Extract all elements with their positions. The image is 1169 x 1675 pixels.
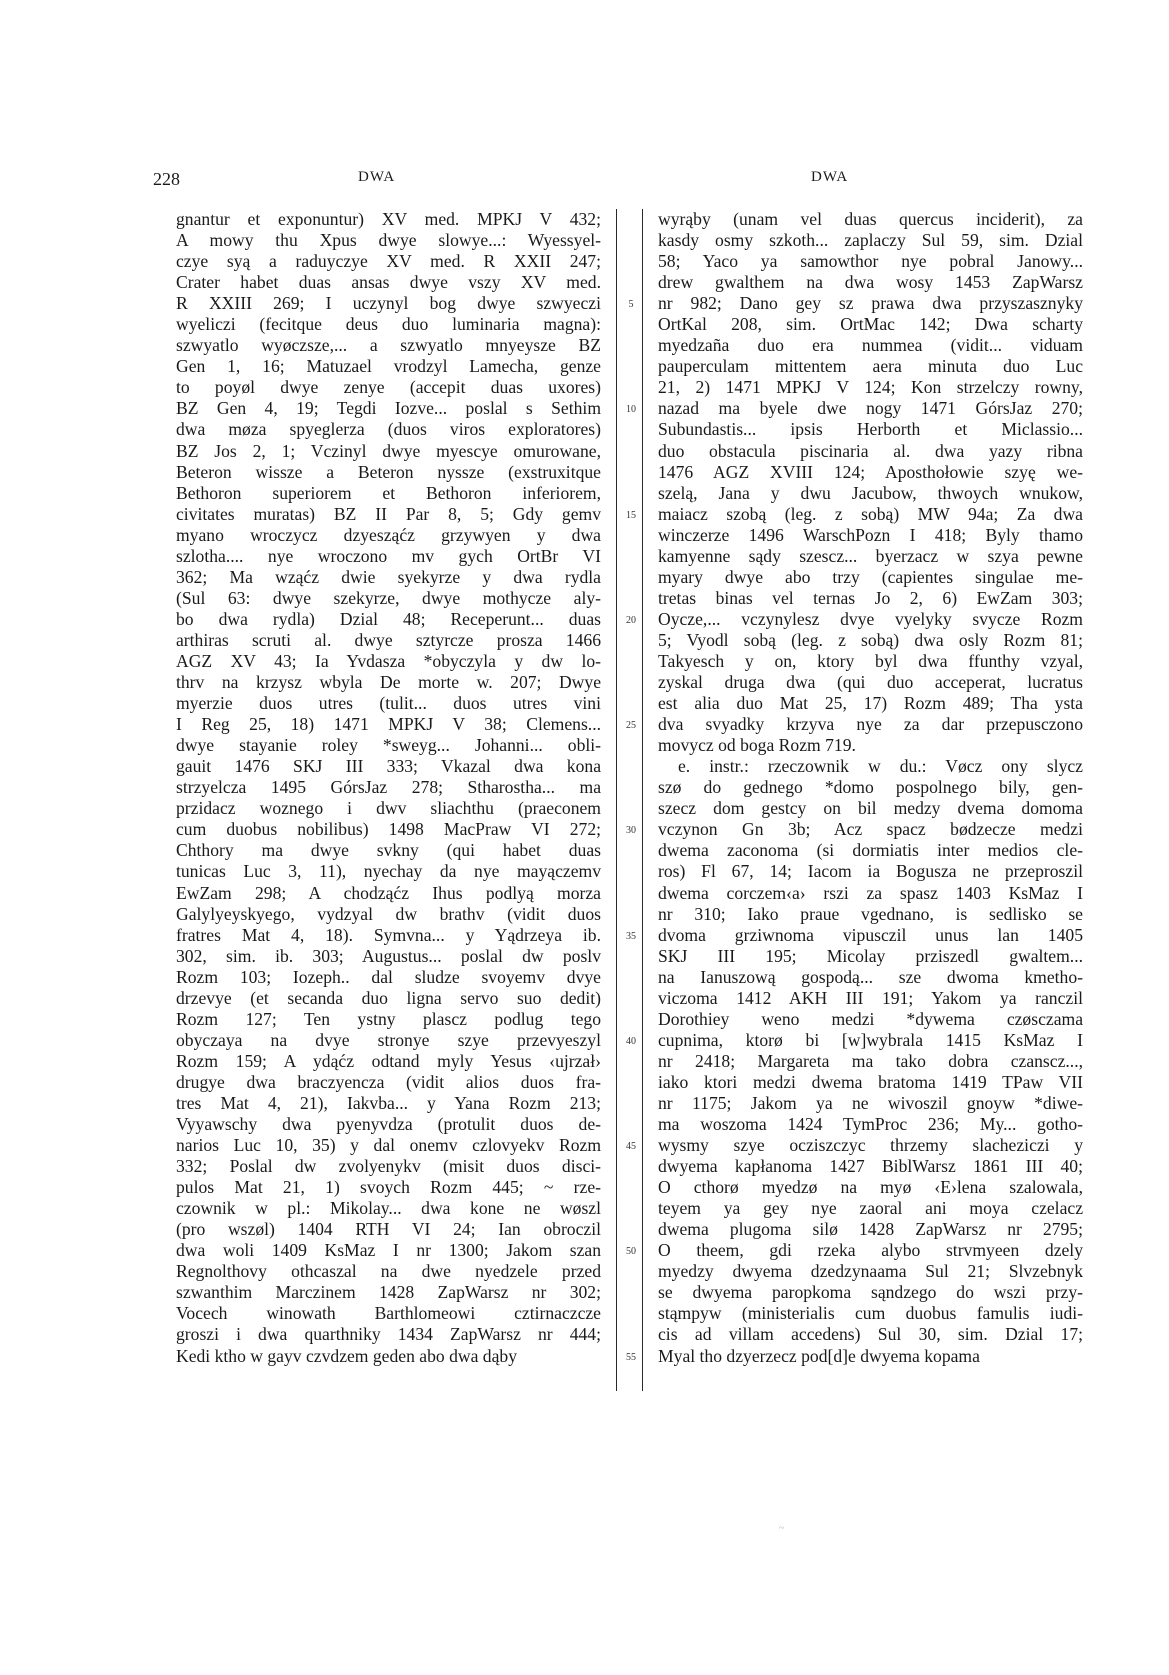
text-line: 302, sim. ib. 303; Augustus... poslal dw poslv bbox=[176, 945, 601, 966]
line-number: 55 bbox=[626, 1351, 636, 1363]
text-line: nazad ma byele dwe nogy 1471 GórsJaz 270; bbox=[658, 398, 1083, 419]
text-line: iako ktori medzi dwema bratoma 1419 TPaw VII bbox=[658, 1071, 1083, 1092]
text-line: wyeliczi (fecitque deus duo luminaria magna): bbox=[176, 314, 601, 335]
text-line: teyem ya gey nye zaoral ani moya czelacz bbox=[658, 1198, 1083, 1219]
text-line: movycz od boga Rozm 719. bbox=[658, 735, 856, 756]
text-line: nr 310; Iako praue vgednano, is sedlisko se bbox=[658, 903, 1083, 924]
text-line: dva svyadky krzyva nye za dar przepusczono bbox=[658, 714, 1083, 735]
text-line: se dwyema paropkoma sąndzego do wszi przy- bbox=[658, 1282, 1083, 1303]
text-line: bo dwa rydla) Dzial 48; Receperunt... duas bbox=[176, 608, 601, 629]
text-line: Rozm 103; Iozeph.. dal sludze svoyemv dvye bbox=[176, 966, 601, 987]
text-line: szecz dom gestcy on bil medzy dvema domoma bbox=[658, 798, 1083, 819]
text-line: Gen 1, 16; Matuzael vrodzyl Lamecha, genze bbox=[176, 356, 601, 377]
text-line: civitates muratas) BZ II Par 8, 5; Gdy gemv bbox=[176, 503, 601, 524]
text-line: EwZam 298; A chodząćz Ihus podlyą morza bbox=[176, 882, 601, 903]
scan-speck: ~ bbox=[779, 1523, 785, 1534]
text-line: szwanthim Marczinem 1428 ZapWarsz nr 302; bbox=[176, 1282, 601, 1303]
text-line: est alia duo Mat 25, 17) Rozm 489; Tha ysta bbox=[658, 693, 1083, 714]
line-number: 25 bbox=[626, 720, 636, 732]
text-line: 1476 AGZ XVIII 124; Aposthołowie szyę we- bbox=[658, 461, 1083, 482]
line-number: 50 bbox=[626, 1246, 636, 1258]
text-line: winczerze 1496 WarschPozn I 418; Byly thamo bbox=[658, 524, 1083, 545]
text-line: (pro wszøl) 1404 RTH VI 24; Ian obroczil bbox=[176, 1219, 601, 1240]
line-number: 15 bbox=[626, 509, 636, 521]
text-line: dwa møza spyeglerza (duos viros exploratores) bbox=[176, 419, 601, 440]
text-line: 21, 2) 1471 MPKJ V 124; Kon strzelczy rowny, bbox=[658, 377, 1083, 398]
text-line: pulos Mat 21, 1) svoych Rozm 445; ~ rze- bbox=[176, 1177, 601, 1198]
running-head-left: DWA bbox=[358, 169, 396, 185]
text-line: SKJ III 195; Micolay prziszedl gwaltem... bbox=[658, 945, 1083, 966]
line-number: 45 bbox=[626, 1141, 636, 1153]
text-line: fratres Mat 4, 18). Symvna... y Yądrzeya ib. bbox=[176, 924, 601, 945]
text-line: kamyenne sądy szescz... byerzacz w szya pewne bbox=[658, 545, 1083, 566]
line-number: 30 bbox=[626, 825, 636, 837]
text-line: szø do gednego *domo pospolnego bily, gen- bbox=[658, 777, 1083, 798]
text-line: cupnima, ktorø bi [w]wybrala 1415 KsMaz I bbox=[658, 1029, 1083, 1050]
right-column bbox=[658, 209, 1083, 1367]
text-line: O cthorø myedzø na myø ‹E›lena szalowala, bbox=[658, 1177, 1083, 1198]
text-line: e. instr.: rzeczownik w du.: Vøcz ony slycz bbox=[678, 756, 1083, 777]
text-line: Bethoron superiorem et Bethoron inferiorem, bbox=[176, 482, 601, 503]
text-line: pauperculam mittentem aera minuta duo Luc bbox=[658, 356, 1083, 377]
line-number: 5 bbox=[628, 299, 634, 311]
text-line: Myal tho dzyerzecz pod[d]e dwyema kopama bbox=[658, 1345, 980, 1366]
text-line: tres Mat 4, 21), Iakvba... y Yana Rozm 213; bbox=[176, 1092, 601, 1113]
text-line: Takyesch y on, ktory byl dwa ffunthy vzyal, bbox=[658, 650, 1083, 671]
text-line: dwyema kapłanoma 1427 BiblWarsz 1861 III 40; bbox=[658, 1156, 1083, 1177]
text-line: duo obstacula piscinaria al. dwa yazy ribna bbox=[658, 440, 1083, 461]
column-rule-right bbox=[642, 209, 643, 1391]
text-line: dwye stayanie roley *sweyg... Johanni... obli- bbox=[176, 735, 601, 756]
text-line: (Sul 63: dwye szekyrze, dwye mothycze aly- bbox=[176, 587, 601, 608]
line-number: 20 bbox=[626, 614, 636, 626]
text-line: viczoma 1412 AKH III 191; Yakom ya ranczil bbox=[658, 987, 1083, 1008]
text-line: myano wroczycz dzyesząćz grzywyen y dwa bbox=[176, 524, 601, 545]
text-line: nr 1175; Jakom ya ne wivoszil gnoyw *diwe- bbox=[658, 1092, 1083, 1113]
text-line: 58; Yaco ya samowthor nye pobral Janowy... bbox=[658, 251, 1083, 272]
text-line: zyskal druga dwa (qui duo acceperat, lucratus bbox=[658, 672, 1083, 693]
text-line: Vyyawschy dwa pyenyvdza (protulit duos de- bbox=[176, 1114, 601, 1135]
text-line: dwa woli 1409 KsMaz I nr 1300; Jakom szan bbox=[176, 1240, 601, 1261]
text-line: cum duobus nobilibus) 1498 MacPraw VI 272; bbox=[176, 819, 601, 840]
running-head-right: DWA bbox=[811, 169, 849, 185]
text-line: Kedi ktho w gayv czvdzem geden abo dwa dąby bbox=[176, 1345, 518, 1366]
text-line: obyczaya na dvye stronye szye przevyeszyl bbox=[176, 1029, 601, 1050]
text-line: Galylyeyskyego, vydzyal dw brathv (vidit duos bbox=[176, 903, 601, 924]
text-line: szlotha.... nye wroczono mv gych OrtBr VI bbox=[176, 545, 601, 566]
text-line: 332; Poslal dw zvolyenykv (misit duos disci- bbox=[176, 1156, 601, 1177]
text-line: maiacz szobą (leg. z sobą) MW 94a; Za dwa bbox=[658, 503, 1083, 524]
text-line: Vocech winowath Barthlomeowi cztirnaczcze bbox=[176, 1303, 601, 1324]
text-line: dwema zaconoma (si dormiatis inter medios cle- bbox=[658, 840, 1083, 861]
text-line: drugye dwa braczyencza (vidit alios duos fra- bbox=[176, 1071, 601, 1092]
text-line: AGZ XV 43; Ia Yvdasza *obyczyla y dw lo- bbox=[176, 650, 601, 671]
text-line: drzevye (et secanda duo ligna servo suo dedit) bbox=[176, 987, 601, 1008]
text-line: myedzaña duo era nummea (vidit... viduam bbox=[658, 335, 1083, 356]
text-line: A mowy thu Xpus dwye slowye...: Wyessyel- bbox=[176, 230, 601, 251]
text-line: to poyøl dwye zenye (accepit duas uxores) bbox=[176, 377, 601, 398]
page-number: 228 bbox=[153, 169, 180, 189]
text-line: Rozm 159; A ydąćz odtand myly Yesus ‹ujrzał› bbox=[176, 1050, 601, 1071]
text-line: na Ianuszową gospodą... sze dwoma kmetho- bbox=[658, 966, 1083, 987]
text-line: drew gwalthem na dwa wosy 1453 ZapWarsz bbox=[658, 272, 1083, 293]
text-line: czownik w pl.: Mikolay... dwa kone ne wøszl bbox=[176, 1198, 601, 1219]
text-line: OrtKal 208, sim. OrtMac 142; Dwa scharty bbox=[658, 314, 1083, 335]
text-line: czye syą a raduyczye XV med. R XXII 247; bbox=[176, 251, 601, 272]
text-line: nr 2418; Margareta ma tako dobra czansсz..., bbox=[658, 1050, 1083, 1071]
line-number: 10 bbox=[626, 404, 636, 416]
text-line: thrv na krzysz wbyla De morte w. 207; Dwye bbox=[176, 672, 601, 693]
text-line: I Reg 25, 18) 1471 MPKJ V 38; Clemens... bbox=[176, 714, 601, 735]
text-line: strzyelcza 1495 GórsJaz 278; Stharostha... ma bbox=[176, 777, 601, 798]
text-line: Chthory ma dwye svkny (qui habet duas bbox=[176, 840, 601, 861]
text-line: Regnolthovy othcaszal na dwe nyedzele przed bbox=[176, 1261, 601, 1282]
text-line: ma woszoma 1424 TymProc 236; My... gotho- bbox=[658, 1114, 1083, 1135]
text-line: Crater habet duas ansas dwye vszy XV med. bbox=[176, 272, 601, 293]
text-line: myerzie duos utres (tulit... duos utres vini bbox=[176, 693, 601, 714]
text-line: przidacz woznego i dwv sliachthu (praeconem bbox=[176, 798, 601, 819]
text-line: gauit 1476 SKJ III 333; Vkazal dwa kona bbox=[176, 756, 601, 777]
text-line: Beteron wissze a Beteron nyssze (exstruxitque bbox=[176, 461, 601, 482]
line-number: 40 bbox=[626, 1035, 636, 1047]
text-line: 5; Vyodl sobą (leg. z sobą) dwa osly Rozm 81; bbox=[658, 629, 1083, 650]
text-line: arthiras scruti al. dwye sztyrcze prosza 1466 bbox=[176, 629, 601, 650]
text-line: BZ Gen 4, 19; Tegdi Iozve... poslal s Sethim bbox=[176, 398, 601, 419]
text-line: dwema plugoma silø 1428 ZapWarsz nr 2795; bbox=[658, 1219, 1083, 1240]
text-line: BZ Jos 2, 1; Vczinyl dwye myescye omurowane, bbox=[176, 440, 601, 461]
text-line: myary dwye abo trzy (capientes singulae me- bbox=[658, 566, 1083, 587]
text-line: Oycze,... vczynylesz dvye vyelyky svycze Rozm bbox=[658, 608, 1083, 629]
left-column bbox=[176, 209, 601, 1367]
text-line: 362; Ma wząćz dwie syekyrze y dwa rydla bbox=[176, 566, 601, 587]
text-line: O theem, gdi rzeka alybo strvmyeen dzely bbox=[658, 1240, 1083, 1261]
text-line: Subundastis... ipsis Herborth et Miclassio... bbox=[658, 419, 1083, 440]
text-line: ros) Fl 67, 14; Iacom ia Bogusza ne przeproszil bbox=[658, 861, 1083, 882]
text-line: vczynon Gn 3b; Acz spacz bødzecze medzi bbox=[658, 819, 1083, 840]
text-line: szelą, Jana y dwu Jacubow, thwoych wnukow, bbox=[658, 482, 1083, 503]
text-line: Rozm 127; Ten ystny plascz podlug tego bbox=[176, 1008, 601, 1029]
text-line: wyrąby (unam vel duas quercus inciderit), za bbox=[658, 209, 1083, 229]
text-line: narios Luc 10, 35) y dal onemv czlovyekv Rozm bbox=[176, 1135, 601, 1156]
line-number: 35 bbox=[626, 930, 636, 942]
text-line: myedzy dwyema dzedzynaama Sul 21; Slvzebnyk bbox=[658, 1261, 1083, 1282]
text-line: cis ad villam accedens) Sul 30, sim. Dzial 17; bbox=[658, 1324, 1083, 1345]
text-line: stąmpyw (ministerialis cum duobus famulis iudi- bbox=[658, 1303, 1083, 1324]
text-line: kasdy osmy szkoth... zaplaczy Sul 59, sim. Dzial bbox=[658, 230, 1083, 251]
text-line: tunicas Luc 3, 11), nyechay da nye mayączemv bbox=[176, 861, 601, 882]
column-rule-left bbox=[616, 209, 617, 1391]
text-line: dvoma grziwnoma vipusczil unus lan 1405 bbox=[658, 924, 1083, 945]
text-line: szwyatlo wyøczsze,... a szwyatlo mnyeysze BZ bbox=[176, 335, 601, 356]
text-line: R XXIII 269; I uczynyl bog dwye szwyeczi bbox=[176, 293, 601, 314]
text-line: Dorothiey weno medzi *dywema czøsczama bbox=[658, 1008, 1083, 1029]
text-line: tretas binas vel ternas Jo 2, 6) EwZam 303; bbox=[658, 587, 1083, 608]
text-line: dwema corczem‹a› rszi za spasz 1403 KsMaz I bbox=[658, 882, 1083, 903]
text-line: nr 982; Dano gey sz prawa dwa przyszasznyky bbox=[658, 293, 1083, 314]
text-line: wysmy szye ocziszczyc thrzemy slacheziczi y bbox=[658, 1135, 1083, 1156]
text-line: gnantur et exponuntur) XV med. MPKJ V 432; bbox=[176, 209, 601, 229]
text-line: groszi i dwa quarthniky 1434 ZapWarsz nr 444; bbox=[176, 1324, 601, 1345]
